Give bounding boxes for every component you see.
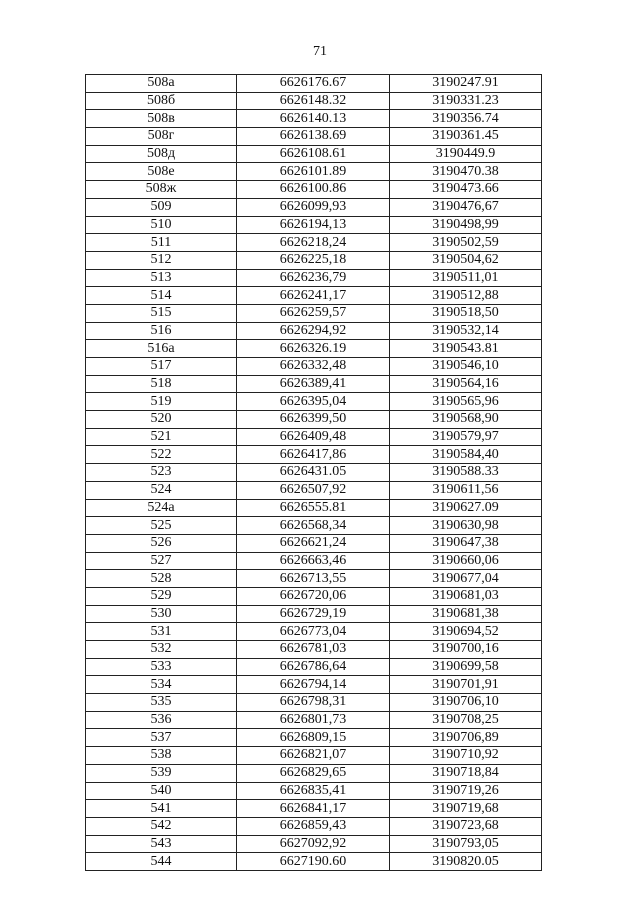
point-number-cell: 508д	[86, 145, 237, 163]
point-number-cell: 524а	[86, 499, 237, 517]
x-coordinate-cell: 6626326.19	[237, 340, 390, 358]
x-coordinate-cell: 6626809,15	[237, 729, 390, 747]
y-coordinate-cell: 3190564,16	[390, 375, 542, 393]
table-row	[86, 587, 542, 605]
table-row	[86, 92, 542, 110]
y-coordinate-cell: 3190710,92	[390, 747, 542, 765]
y-coordinate-cell: 3190532,14	[390, 322, 542, 340]
table-row	[86, 517, 542, 535]
table-row	[86, 234, 542, 252]
x-coordinate-cell: 6626395,04	[237, 393, 390, 411]
table-row	[86, 729, 542, 747]
x-coordinate-cell: 6626729,19	[237, 605, 390, 623]
y-coordinate-cell: 3190611,56	[390, 481, 542, 499]
table-row	[86, 304, 542, 322]
x-coordinate-cell: 6627092,92	[237, 835, 390, 853]
y-coordinate-cell: 3190681,38	[390, 605, 542, 623]
y-coordinate-cell: 3190512,88	[390, 287, 542, 305]
point-number-cell: 538	[86, 747, 237, 765]
y-coordinate-cell: 3190498,99	[390, 216, 542, 234]
table-row	[86, 446, 542, 464]
x-coordinate-cell: 6626100.86	[237, 181, 390, 199]
x-coordinate-cell: 6626259,57	[237, 304, 390, 322]
x-coordinate-cell: 6626829,65	[237, 764, 390, 782]
x-coordinate-cell: 6626713,55	[237, 570, 390, 588]
point-number-cell: 521	[86, 428, 237, 446]
x-coordinate-cell: 6626794,14	[237, 676, 390, 694]
point-number-cell: 508б	[86, 92, 237, 110]
x-coordinate-cell: 6626798,31	[237, 694, 390, 712]
table-row	[86, 694, 542, 712]
y-coordinate-cell: 3190502,59	[390, 234, 542, 252]
x-coordinate-cell: 6626108.61	[237, 145, 390, 163]
table-row	[86, 358, 542, 376]
table-row	[86, 464, 542, 482]
point-number-cell: 525	[86, 517, 237, 535]
y-coordinate-cell: 3190476,67	[390, 198, 542, 216]
table-row	[86, 570, 542, 588]
x-coordinate-cell: 6627190.60	[237, 853, 390, 871]
point-number-cell: 513	[86, 269, 237, 287]
y-coordinate-cell: 3190449.9	[390, 145, 542, 163]
point-number-cell: 516	[86, 322, 237, 340]
table-row	[86, 322, 542, 340]
point-number-cell: 508а	[86, 75, 237, 93]
table-row	[86, 181, 542, 199]
y-coordinate-cell: 3190719,26	[390, 782, 542, 800]
x-coordinate-cell: 6626720,06	[237, 587, 390, 605]
x-coordinate-cell: 6626555.81	[237, 499, 390, 517]
table-row	[86, 287, 542, 305]
table-row	[86, 782, 542, 800]
y-coordinate-cell: 3190588.33	[390, 464, 542, 482]
point-number-cell: 543	[86, 835, 237, 853]
point-number-cell: 519	[86, 393, 237, 411]
x-coordinate-cell: 6626431.05	[237, 464, 390, 482]
point-number-cell: 533	[86, 658, 237, 676]
point-number-cell: 530	[86, 605, 237, 623]
point-number-cell: 539	[86, 764, 237, 782]
y-coordinate-cell: 3190247.91	[390, 75, 542, 93]
point-number-cell: 522	[86, 446, 237, 464]
x-coordinate-cell: 6626621,24	[237, 534, 390, 552]
point-number-cell: 514	[86, 287, 237, 305]
y-coordinate-cell: 3190660,06	[390, 552, 542, 570]
point-number-cell: 528	[86, 570, 237, 588]
table-row	[86, 641, 542, 659]
table-row	[86, 764, 542, 782]
y-coordinate-cell: 3190630,98	[390, 517, 542, 535]
point-number-cell: 516а	[86, 340, 237, 358]
table-row	[86, 163, 542, 181]
point-number-cell: 534	[86, 676, 237, 694]
point-number-cell: 515	[86, 304, 237, 322]
point-number-cell: 542	[86, 817, 237, 835]
x-coordinate-cell: 6626140.13	[237, 110, 390, 128]
point-number-cell: 535	[86, 694, 237, 712]
table-row	[86, 711, 542, 729]
x-coordinate-cell: 6626417,86	[237, 446, 390, 464]
y-coordinate-cell: 3190793,05	[390, 835, 542, 853]
y-coordinate-cell: 3190820.05	[390, 853, 542, 871]
point-number-cell: 508в	[86, 110, 237, 128]
table-row	[86, 853, 542, 871]
point-number-cell: 510	[86, 216, 237, 234]
table-row	[86, 481, 542, 499]
point-number-cell: 532	[86, 641, 237, 659]
x-coordinate-cell: 6626241,17	[237, 287, 390, 305]
x-coordinate-cell: 6626332,48	[237, 358, 390, 376]
table-row	[86, 623, 542, 641]
x-coordinate-cell: 6626781,03	[237, 641, 390, 659]
point-number-cell: 517	[86, 358, 237, 376]
y-coordinate-cell: 3190677,04	[390, 570, 542, 588]
point-number-cell: 518	[86, 375, 237, 393]
y-coordinate-cell: 3190700,16	[390, 641, 542, 659]
y-coordinate-cell: 3190627.09	[390, 499, 542, 517]
y-coordinate-cell: 3190706,10	[390, 694, 542, 712]
y-coordinate-cell: 3190699,58	[390, 658, 542, 676]
table-row	[86, 110, 542, 128]
table-row	[86, 411, 542, 429]
point-number-cell: 523	[86, 464, 237, 482]
x-coordinate-cell: 6626101.89	[237, 163, 390, 181]
page-number: 71	[313, 44, 327, 59]
table-row	[86, 835, 542, 853]
x-coordinate-cell: 6626218,24	[237, 234, 390, 252]
y-coordinate-cell: 3190470.38	[390, 163, 542, 181]
x-coordinate-cell: 6626148.32	[237, 92, 390, 110]
table-row	[86, 499, 542, 517]
table-row	[86, 145, 542, 163]
table-row	[86, 817, 542, 835]
x-coordinate-cell: 6626099,93	[237, 198, 390, 216]
y-coordinate-cell: 3190543.81	[390, 340, 542, 358]
y-coordinate-cell: 3190331.23	[390, 92, 542, 110]
y-coordinate-cell: 3190584,40	[390, 446, 542, 464]
table-row	[86, 375, 542, 393]
y-coordinate-cell: 3190473.66	[390, 181, 542, 199]
point-number-cell: 536	[86, 711, 237, 729]
x-coordinate-cell: 6626138.69	[237, 128, 390, 146]
point-number-cell: 526	[86, 534, 237, 552]
point-number-cell: 527	[86, 552, 237, 570]
y-coordinate-cell: 3190719,68	[390, 800, 542, 818]
point-number-cell: 508ж	[86, 181, 237, 199]
y-coordinate-cell: 3190723,68	[390, 817, 542, 835]
point-number-cell: 511	[86, 234, 237, 252]
table-row	[86, 676, 542, 694]
y-coordinate-cell: 3190681,03	[390, 587, 542, 605]
y-coordinate-cell: 3190694,52	[390, 623, 542, 641]
y-coordinate-cell: 3190361.45	[390, 128, 542, 146]
table-row	[86, 75, 542, 93]
x-coordinate-cell: 6626773,04	[237, 623, 390, 641]
point-number-cell: 541	[86, 800, 237, 818]
x-coordinate-cell: 6626409,48	[237, 428, 390, 446]
y-coordinate-cell: 3190565,96	[390, 393, 542, 411]
y-coordinate-cell: 3190504,62	[390, 251, 542, 269]
table-row	[86, 800, 542, 818]
table-row	[86, 552, 542, 570]
point-number-cell: 508е	[86, 163, 237, 181]
point-number-cell: 512	[86, 251, 237, 269]
y-coordinate-cell: 3190546,10	[390, 358, 542, 376]
point-number-cell: 524	[86, 481, 237, 499]
point-number-cell: 531	[86, 623, 237, 641]
point-number-cell: 544	[86, 853, 237, 871]
point-number-cell: 529	[86, 587, 237, 605]
y-coordinate-cell: 3190579,97	[390, 428, 542, 446]
table-row	[86, 340, 542, 358]
point-number-cell: 520	[86, 411, 237, 429]
x-coordinate-cell: 6626821,07	[237, 747, 390, 765]
x-coordinate-cell: 6626236,79	[237, 269, 390, 287]
point-number-cell: 509	[86, 198, 237, 216]
x-coordinate-cell: 6626835,41	[237, 782, 390, 800]
x-coordinate-cell: 6626859,43	[237, 817, 390, 835]
table-row	[86, 605, 542, 623]
point-number-cell: 540	[86, 782, 237, 800]
x-coordinate-cell: 6626801,73	[237, 711, 390, 729]
y-coordinate-cell: 3190701,91	[390, 676, 542, 694]
y-coordinate-cell: 3190706,89	[390, 729, 542, 747]
x-coordinate-cell: 6626399,50	[237, 411, 390, 429]
x-coordinate-cell: 6626786,64	[237, 658, 390, 676]
x-coordinate-cell: 6626176.67	[237, 75, 390, 93]
x-coordinate-cell: 6626568,34	[237, 517, 390, 535]
table-row	[86, 658, 542, 676]
table-row	[86, 428, 542, 446]
point-number-cell: 508г	[86, 128, 237, 146]
y-coordinate-cell: 3190718,84	[390, 764, 542, 782]
table-row	[86, 251, 542, 269]
x-coordinate-cell: 6626389,41	[237, 375, 390, 393]
table-row	[86, 534, 542, 552]
table-row	[86, 393, 542, 411]
x-coordinate-cell: 6626294,92	[237, 322, 390, 340]
x-coordinate-cell: 6626841,17	[237, 800, 390, 818]
y-coordinate-cell: 3190356.74	[390, 110, 542, 128]
y-coordinate-cell: 3190647,38	[390, 534, 542, 552]
table-row	[86, 269, 542, 287]
point-number-cell: 537	[86, 729, 237, 747]
x-coordinate-cell: 6626194,13	[237, 216, 390, 234]
x-coordinate-cell: 6626663,46	[237, 552, 390, 570]
y-coordinate-cell: 3190511,01	[390, 269, 542, 287]
table-row	[86, 747, 542, 765]
x-coordinate-cell: 6626225,18	[237, 251, 390, 269]
x-coordinate-cell: 6626507,92	[237, 481, 390, 499]
coordinates-table	[85, 74, 542, 871]
y-coordinate-cell: 3190568,90	[390, 411, 542, 429]
table-row	[86, 198, 542, 216]
table-row	[86, 216, 542, 234]
coordinates-table-body	[86, 75, 542, 871]
y-coordinate-cell: 3190708,25	[390, 711, 542, 729]
table-row	[86, 128, 542, 146]
y-coordinate-cell: 3190518,50	[390, 304, 542, 322]
